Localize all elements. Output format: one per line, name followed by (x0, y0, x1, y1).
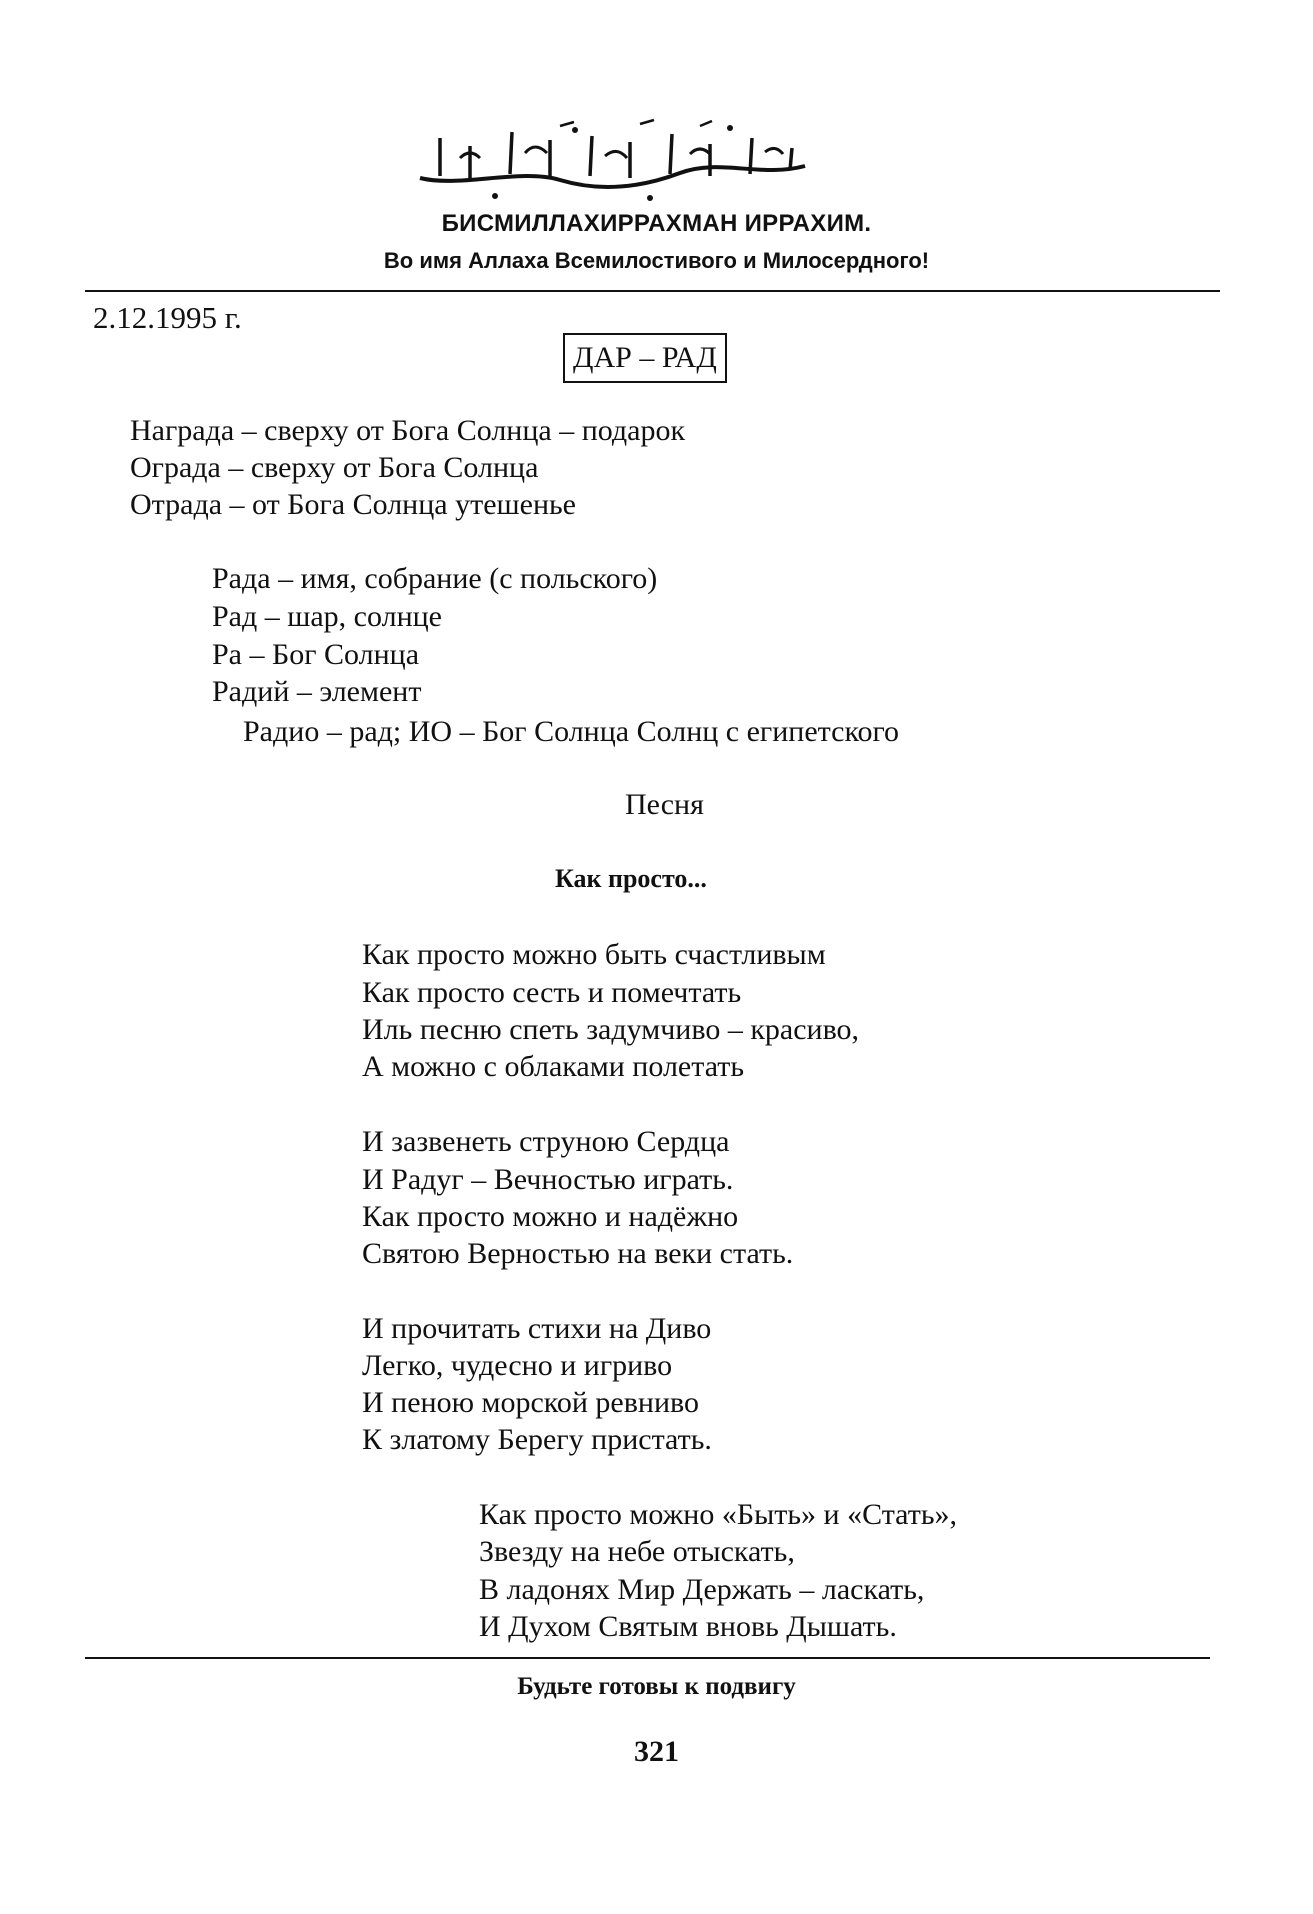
block2-line: Ра – Бог Солнца (212, 638, 420, 671)
stanza-line: Святою Верностью на веки стать. (362, 1237, 794, 1270)
entry-date: 2.12.1995 г. (93, 300, 242, 335)
block2-line: Рада – имя, собрание (с польского) (212, 562, 658, 595)
calligraphy-image (400, 118, 820, 208)
stanza-line: Как просто сесть и помечтать (362, 976, 742, 1009)
song-title: Как просто... (555, 864, 707, 893)
stanza-line: А можно с облаками полетать (362, 1050, 745, 1083)
header-title: БИСМИЛЛАХИРРАХМАН ИРРАХИМ. (441, 210, 872, 237)
stanza-line: И Радуг – Вечностью играть. (362, 1163, 734, 1196)
stanza-line: Иль песню спеть задумчиво – красиво, (362, 1013, 860, 1046)
block2-line: Рад – шар, солнце (212, 600, 442, 633)
block2-line: Радио – рад; ИО – Бог Солнца Солнц с египетского (243, 715, 900, 748)
stanza-line: Как просто можно «Быть» и «Стать», (479, 1498, 958, 1531)
block1-line: Награда – сверху от Бога Солнца – подарок (130, 414, 686, 447)
block1-line: Ограда – сверху от Бога Солнца (130, 451, 539, 484)
stanza-line: Как просто можно быть счастливым (362, 938, 826, 971)
header-subtitle: Во имя Аллаха Всемилостивого и Милосердного! (383, 248, 930, 273)
bismillah-calligraphy (400, 118, 820, 208)
block1-line: Отрада – от Бога Солнца утешенье (130, 488, 577, 521)
footer-text: Будьте готовы к подвигу (517, 1673, 796, 1700)
stanza-line: Легко, чудесно и игриво (362, 1349, 673, 1382)
page-number: 321 (634, 1735, 679, 1768)
stanza-line: К златому Берегу пристать. (362, 1423, 712, 1456)
stanza-line: Как просто можно и надёжно (362, 1200, 739, 1233)
bottom-divider (85, 1657, 1210, 1659)
block2-line: Радий – элемент (212, 675, 422, 708)
stanza-line: И пеною морской ревниво (362, 1386, 699, 1419)
boxed-title: ДАР – РАД (563, 333, 727, 383)
song-label: Песня (625, 788, 704, 821)
stanza-line: В ладонях Мир Держать – ласкать, (479, 1573, 925, 1606)
stanza-line: И зазвенеть струною Сердца (362, 1125, 730, 1158)
stanza-line: И Духом Святым вновь Дышать. (479, 1610, 897, 1643)
top-divider (85, 290, 1220, 292)
stanza-line: Звезду на небе отыскать, (479, 1535, 795, 1568)
stanza-line: И прочитать стихи на Диво (362, 1312, 712, 1345)
